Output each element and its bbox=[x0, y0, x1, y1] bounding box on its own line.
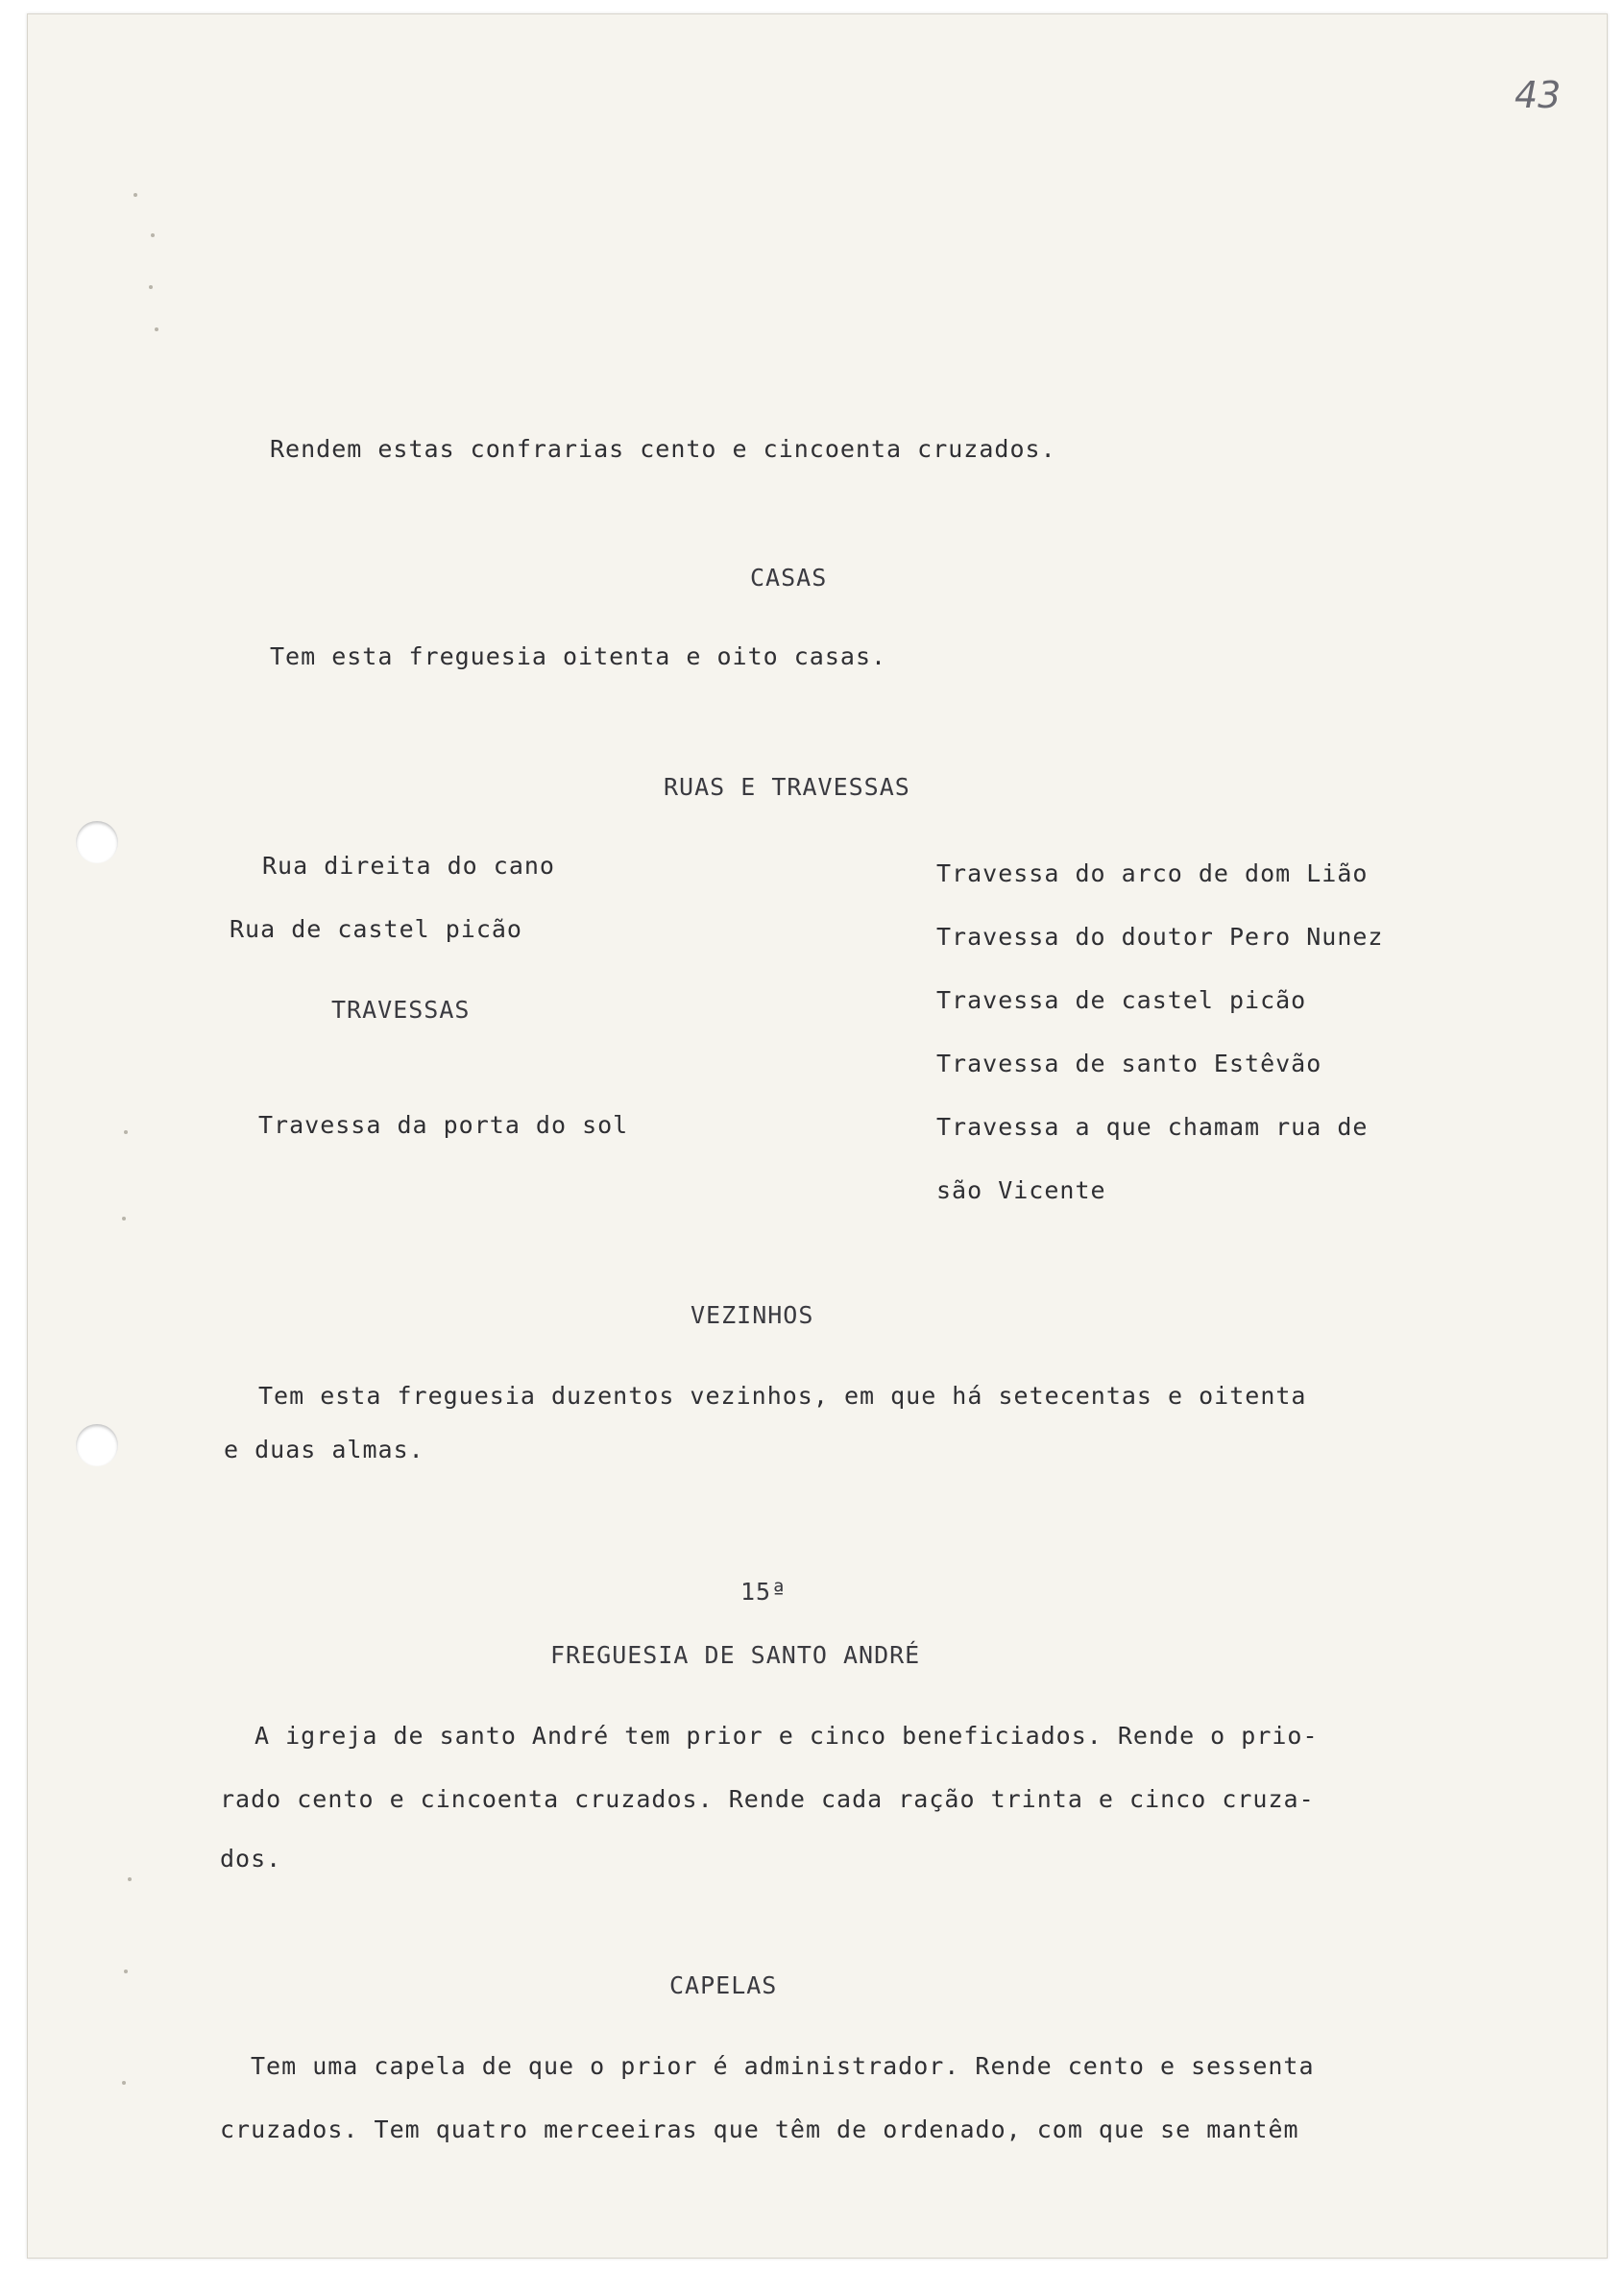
text-line: cruzados. Tem quatro merceeiras que têm de ordenado, com que se mantêm bbox=[220, 2115, 1299, 2143]
text-line: e duas almas. bbox=[224, 1436, 424, 1463]
text-line: Tem esta freguesia oitenta e oito casas. bbox=[270, 642, 887, 670]
text-line: rado cento e cincoenta cruzados. Rende cada ração trinta e cinco cruza- bbox=[220, 1785, 1315, 1813]
paper-speck bbox=[133, 193, 137, 197]
paper-speck bbox=[151, 233, 155, 237]
paper-speck bbox=[149, 285, 153, 289]
section-number: 15ª bbox=[740, 1578, 788, 1606]
street-item: Rua de castel picão bbox=[230, 915, 522, 943]
street-item: Travessa de castel picão bbox=[936, 986, 1307, 1014]
street-item: Travessa de santo Estêvão bbox=[936, 1050, 1322, 1077]
paper-speck bbox=[122, 1217, 126, 1221]
paper-speck bbox=[124, 1130, 128, 1134]
street-item: Rua direita do cano bbox=[262, 852, 555, 880]
text-line: Tem uma capela de que o prior é administrador. Rende cento e sessenta bbox=[251, 2052, 1315, 2080]
text-line: dos. bbox=[220, 1845, 282, 1873]
section-heading-vezinhos: VEZINHOS bbox=[691, 1301, 814, 1329]
section-heading-ruas: RUAS E TRAVESSAS bbox=[664, 773, 910, 801]
text-line: A igreja de santo André tem prior e cinco beneficiados. Rende o prio- bbox=[255, 1722, 1319, 1750]
street-item: são Vicente bbox=[936, 1176, 1106, 1204]
paper-speck bbox=[122, 2081, 126, 2085]
street-item: Travessa do arco de dom Lião bbox=[936, 859, 1369, 887]
punch-hole-top bbox=[76, 821, 118, 863]
section-heading-freguesia: FREGUESIA DE SANTO ANDRÉ bbox=[550, 1641, 921, 1669]
street-item: Travessa a que chamam rua de bbox=[936, 1113, 1369, 1141]
paper-speck bbox=[124, 1970, 128, 1973]
street-item: Travessa da porta do sol bbox=[258, 1111, 629, 1139]
page-number: 43 bbox=[1515, 74, 1562, 116]
punch-hole-bottom bbox=[76, 1424, 118, 1466]
subheading-travessas: TRAVESSAS bbox=[331, 996, 471, 1024]
paper-speck bbox=[155, 327, 158, 331]
street-item: Travessa do doutor Pero Nunez bbox=[936, 923, 1384, 951]
document-page bbox=[27, 13, 1608, 2259]
section-heading-casas: CASAS bbox=[750, 564, 828, 592]
text-line: Tem esta freguesia duzentos vezinhos, em que há setecentas e oitenta bbox=[258, 1382, 1307, 1410]
paper-speck bbox=[128, 1877, 132, 1881]
text-line: Rendem estas confrarias cento e cincoenta cruzados. bbox=[270, 435, 1056, 463]
section-heading-capelas: CAPELAS bbox=[669, 1971, 778, 1999]
